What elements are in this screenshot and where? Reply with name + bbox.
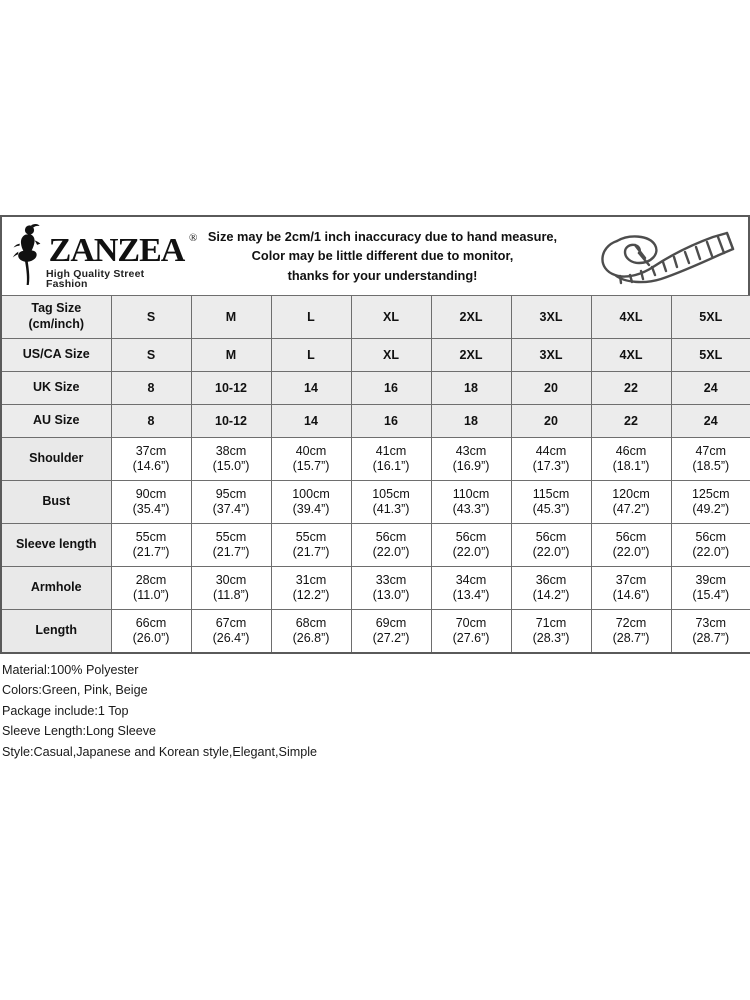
cell-bust-8	[671, 481, 750, 524]
value-inch: (13.0”)	[372, 588, 410, 602]
value-inch: (14.6”)	[132, 459, 170, 473]
value-cm: 37cm	[135, 444, 167, 459]
cell-length-4	[351, 610, 431, 654]
value-cm: 72cm	[615, 616, 647, 631]
value-inch: (16.9”)	[452, 459, 490, 473]
table-row-shoulder	[1, 438, 750, 481]
cell-shoulder-5	[431, 438, 511, 481]
value-cm: 68cm	[295, 616, 327, 631]
row-label-bust: Bust	[1, 481, 111, 524]
value-cm: 90cm	[135, 487, 167, 502]
cell-au-6: 20	[511, 405, 591, 438]
cell-armhole-2	[191, 567, 271, 610]
value-cm: 36cm	[535, 573, 567, 588]
cell-sleeve-7	[591, 524, 671, 567]
brand-tagline: High Quality Street Fashion	[46, 267, 145, 290]
value-inch: (26.4”)	[212, 631, 250, 645]
woman-silhouette-icon	[10, 223, 44, 290]
cell-shoulder-7	[591, 438, 671, 481]
value-inch: (18.1”)	[612, 459, 650, 473]
brand-name: ZANZEA ®	[48, 232, 197, 270]
row-label-line-2: (cm/inch)	[28, 317, 85, 331]
cell-armhole-4	[351, 567, 431, 610]
cell-au-7: 22	[591, 405, 671, 438]
cell-uk-5: 18	[431, 372, 511, 405]
cell-uk-7: 22	[591, 372, 671, 405]
value-cm: 30cm	[215, 573, 247, 588]
value-inch: (15.0”)	[212, 459, 250, 473]
value-inch: (21.7”)	[292, 545, 330, 559]
value-inch: (41.3”)	[372, 502, 410, 516]
cell-us-ca-7: 4XL	[591, 339, 671, 372]
cell-armhole-6	[511, 567, 591, 610]
cell-uk-6: 20	[511, 372, 591, 405]
value-inch: (27.6”)	[452, 631, 490, 645]
cell-sleeve-5	[431, 524, 511, 567]
value-inch: (49.2”)	[692, 502, 730, 516]
value-inch: (39.4”)	[292, 502, 330, 516]
value-cm: 28cm	[135, 573, 167, 588]
cell-length-7	[591, 610, 671, 654]
value-inch: (15.4”)	[692, 588, 730, 602]
row-label-tag-size	[1, 296, 111, 339]
cell-bust-3	[271, 481, 351, 524]
row-label-line-1: Tag Size	[31, 301, 82, 316]
value-cm: 56cm	[695, 530, 727, 545]
cell-armhole-3	[271, 567, 351, 610]
value-inch: (22.0”)	[612, 545, 650, 559]
value-cm: 55cm	[295, 530, 327, 545]
value-cm: 38cm	[215, 444, 247, 459]
value-cm: 34cm	[455, 573, 487, 588]
cell-sleeve-3	[271, 524, 351, 567]
value-inch: (13.4”)	[452, 588, 490, 602]
row-label-shoulder: Shoulder	[1, 438, 111, 481]
cell-uk-8: 24	[671, 372, 750, 405]
cell-tag-size-2xl: 2XL	[431, 296, 511, 339]
value-cm: 125cm	[691, 487, 730, 502]
row-label-us-ca-size: US/CA Size	[1, 339, 111, 372]
value-inch: (27.2”)	[372, 631, 410, 645]
value-inch: (16.1”)	[372, 459, 410, 473]
value-cm: 56cm	[615, 530, 647, 545]
value-inch: (28.7”)	[692, 631, 730, 645]
table-row-armhole	[1, 567, 750, 610]
cell-length-1	[111, 610, 191, 654]
size-table	[0, 295, 750, 654]
value-inch: (35.4”)	[132, 502, 170, 516]
value-inch: (18.5”)	[692, 459, 730, 473]
cell-sleeve-2	[191, 524, 271, 567]
value-cm: 70cm	[455, 616, 487, 631]
value-inch: (22.0”)	[452, 545, 490, 559]
cell-shoulder-4	[351, 438, 431, 481]
table-row-us-ca-size	[1, 339, 750, 372]
value-cm: 43cm	[455, 444, 487, 459]
cell-au-3: 14	[271, 405, 351, 438]
value-cm: 55cm	[215, 530, 247, 545]
cell-us-ca-8: 5XL	[671, 339, 750, 372]
value-cm: 73cm	[695, 616, 727, 631]
cell-us-ca-4: XL	[351, 339, 431, 372]
row-label-length: Length	[1, 610, 111, 654]
value-inch: (26.8”)	[292, 631, 330, 645]
note-colors: Colors:Green, Pink, Beige	[2, 683, 148, 698]
cell-shoulder-6	[511, 438, 591, 481]
cell-armhole-5	[431, 567, 511, 610]
value-inch: (26.0”)	[132, 631, 170, 645]
cell-au-1: 8	[111, 405, 191, 438]
cell-shoulder-2	[191, 438, 271, 481]
cell-armhole-1	[111, 567, 191, 610]
cell-length-6	[511, 610, 591, 654]
cell-bust-6	[511, 481, 591, 524]
notice-line-1: Size may be 2cm/1 inch inaccuracy due to hand measure,	[207, 228, 558, 244]
measuring-tape-icon	[578, 225, 748, 287]
cell-au-2: 10-12	[191, 405, 271, 438]
value-cm: 71cm	[535, 616, 567, 631]
value-cm: 41cm	[375, 444, 407, 459]
cell-us-ca-3: L	[271, 339, 351, 372]
cell-tag-size-4xl: 4XL	[591, 296, 671, 339]
cell-bust-7	[591, 481, 671, 524]
value-inch: (45.3”)	[532, 502, 570, 516]
cell-shoulder-1	[111, 438, 191, 481]
value-cm: 110cm	[452, 487, 490, 502]
value-inch: (22.0”)	[372, 545, 410, 559]
row-label-uk-size: UK Size	[1, 372, 111, 405]
note-sleeve-length: Sleeve Length:Long Sleeve	[2, 724, 157, 739]
value-inch: (14.6”)	[612, 588, 650, 602]
cell-sleeve-4	[351, 524, 431, 567]
table-row-bust	[1, 481, 750, 524]
table-row-length	[1, 610, 750, 654]
value-inch: (15.7”)	[292, 459, 330, 473]
cell-uk-3: 14	[271, 372, 351, 405]
value-inch: (14.2”)	[532, 588, 570, 602]
value-inch: (22.0”)	[532, 545, 570, 559]
value-inch: (11.8”)	[213, 588, 249, 602]
row-label-armhole: Armhole	[1, 567, 111, 610]
cell-sleeve-6	[511, 524, 591, 567]
measurement-notice	[187, 227, 578, 285]
value-cm: 95cm	[215, 487, 247, 502]
cell-length-3	[271, 610, 351, 654]
value-cm: 40cm	[295, 444, 327, 459]
value-cm: 33cm	[375, 573, 407, 588]
value-cm: 55cm	[135, 530, 167, 545]
cell-shoulder-8	[671, 438, 750, 481]
value-cm: 39cm	[695, 573, 727, 588]
cell-tag-size-m: M	[191, 296, 271, 339]
table-row-uk-size	[1, 372, 750, 405]
notice-line-3: thanks for your understanding!	[287, 267, 478, 283]
cell-au-8: 24	[671, 405, 750, 438]
value-inch: (12.2”)	[292, 588, 330, 602]
cell-au-5: 18	[431, 405, 511, 438]
cell-us-ca-6: 3XL	[511, 339, 591, 372]
value-inch: (21.7”)	[132, 545, 170, 559]
value-cm: 115cm	[532, 487, 570, 502]
product-notes	[0, 654, 750, 762]
cell-uk-1: 8	[111, 372, 191, 405]
cell-bust-1	[111, 481, 191, 524]
cell-us-ca-5: 2XL	[431, 339, 511, 372]
value-inch: (22.0”)	[692, 545, 730, 559]
cell-bust-5	[431, 481, 511, 524]
value-cm: 105cm	[372, 487, 410, 502]
value-inch: (11.0”)	[133, 588, 169, 602]
note-style: Style:Casual,Japanese and Korean style,Elegant,Simple	[2, 744, 318, 759]
cell-shoulder-3	[271, 438, 351, 481]
value-cm: 56cm	[455, 530, 487, 545]
cell-bust-2	[191, 481, 271, 524]
value-cm: 67cm	[215, 616, 247, 631]
note-material: Material:100% Polyester	[2, 663, 139, 677]
cell-us-ca-2: M	[191, 339, 271, 372]
cell-tag-size-l: L	[271, 296, 351, 339]
note-package: Package include:1 Top	[2, 703, 129, 718]
registered-mark: ®	[188, 232, 197, 245]
notice-line-2: Color may be little different due to monitor,	[251, 248, 514, 264]
size-chart-sheet	[0, 215, 750, 762]
value-inch: (47.2”)	[612, 502, 650, 516]
cell-length-8	[671, 610, 750, 654]
chart-header-banner	[0, 215, 750, 295]
value-inch: (43.3”)	[452, 502, 490, 516]
value-inch: (17.3”)	[532, 459, 570, 473]
cell-length-2	[191, 610, 271, 654]
value-cm: 69cm	[375, 616, 407, 631]
value-cm: 66cm	[135, 616, 167, 631]
value-cm: 100cm	[292, 487, 330, 502]
row-label-au-size: AU Size	[1, 405, 111, 438]
cell-length-5	[431, 610, 511, 654]
cell-us-ca-1: S	[111, 339, 191, 372]
value-cm: 47cm	[695, 444, 727, 459]
value-inch: (28.3”)	[532, 631, 570, 645]
value-inch: (28.7”)	[612, 631, 650, 645]
cell-armhole-8	[671, 567, 750, 610]
value-cm: 56cm	[535, 530, 567, 545]
value-cm: 31cm	[295, 573, 327, 588]
value-cm: 44cm	[535, 444, 567, 459]
cell-sleeve-8	[671, 524, 750, 567]
cell-tag-size-5xl: 5XL	[671, 296, 750, 339]
table-row-sleeve-length	[1, 524, 750, 567]
cell-tag-size-3xl: 3XL	[511, 296, 591, 339]
cell-au-4: 16	[351, 405, 431, 438]
brand-logo	[2, 223, 197, 290]
value-inch: (21.7”)	[212, 545, 250, 559]
value-cm: 56cm	[375, 530, 407, 545]
cell-uk-4: 16	[351, 372, 431, 405]
row-label-sleeve-length: Sleeve length	[1, 524, 111, 567]
cell-tag-size-xl: XL	[351, 296, 431, 339]
cell-bust-4	[351, 481, 431, 524]
value-inch: (37.4”)	[212, 502, 250, 516]
table-row-tag-size	[1, 296, 750, 339]
value-cm: 120cm	[612, 487, 650, 502]
cell-armhole-7	[591, 567, 671, 610]
table-row-au-size	[1, 405, 750, 438]
value-cm: 46cm	[615, 444, 647, 459]
cell-uk-2: 10-12	[191, 372, 271, 405]
cell-tag-size-s: S	[111, 296, 191, 339]
value-cm: 37cm	[615, 573, 647, 588]
cell-sleeve-1	[111, 524, 191, 567]
